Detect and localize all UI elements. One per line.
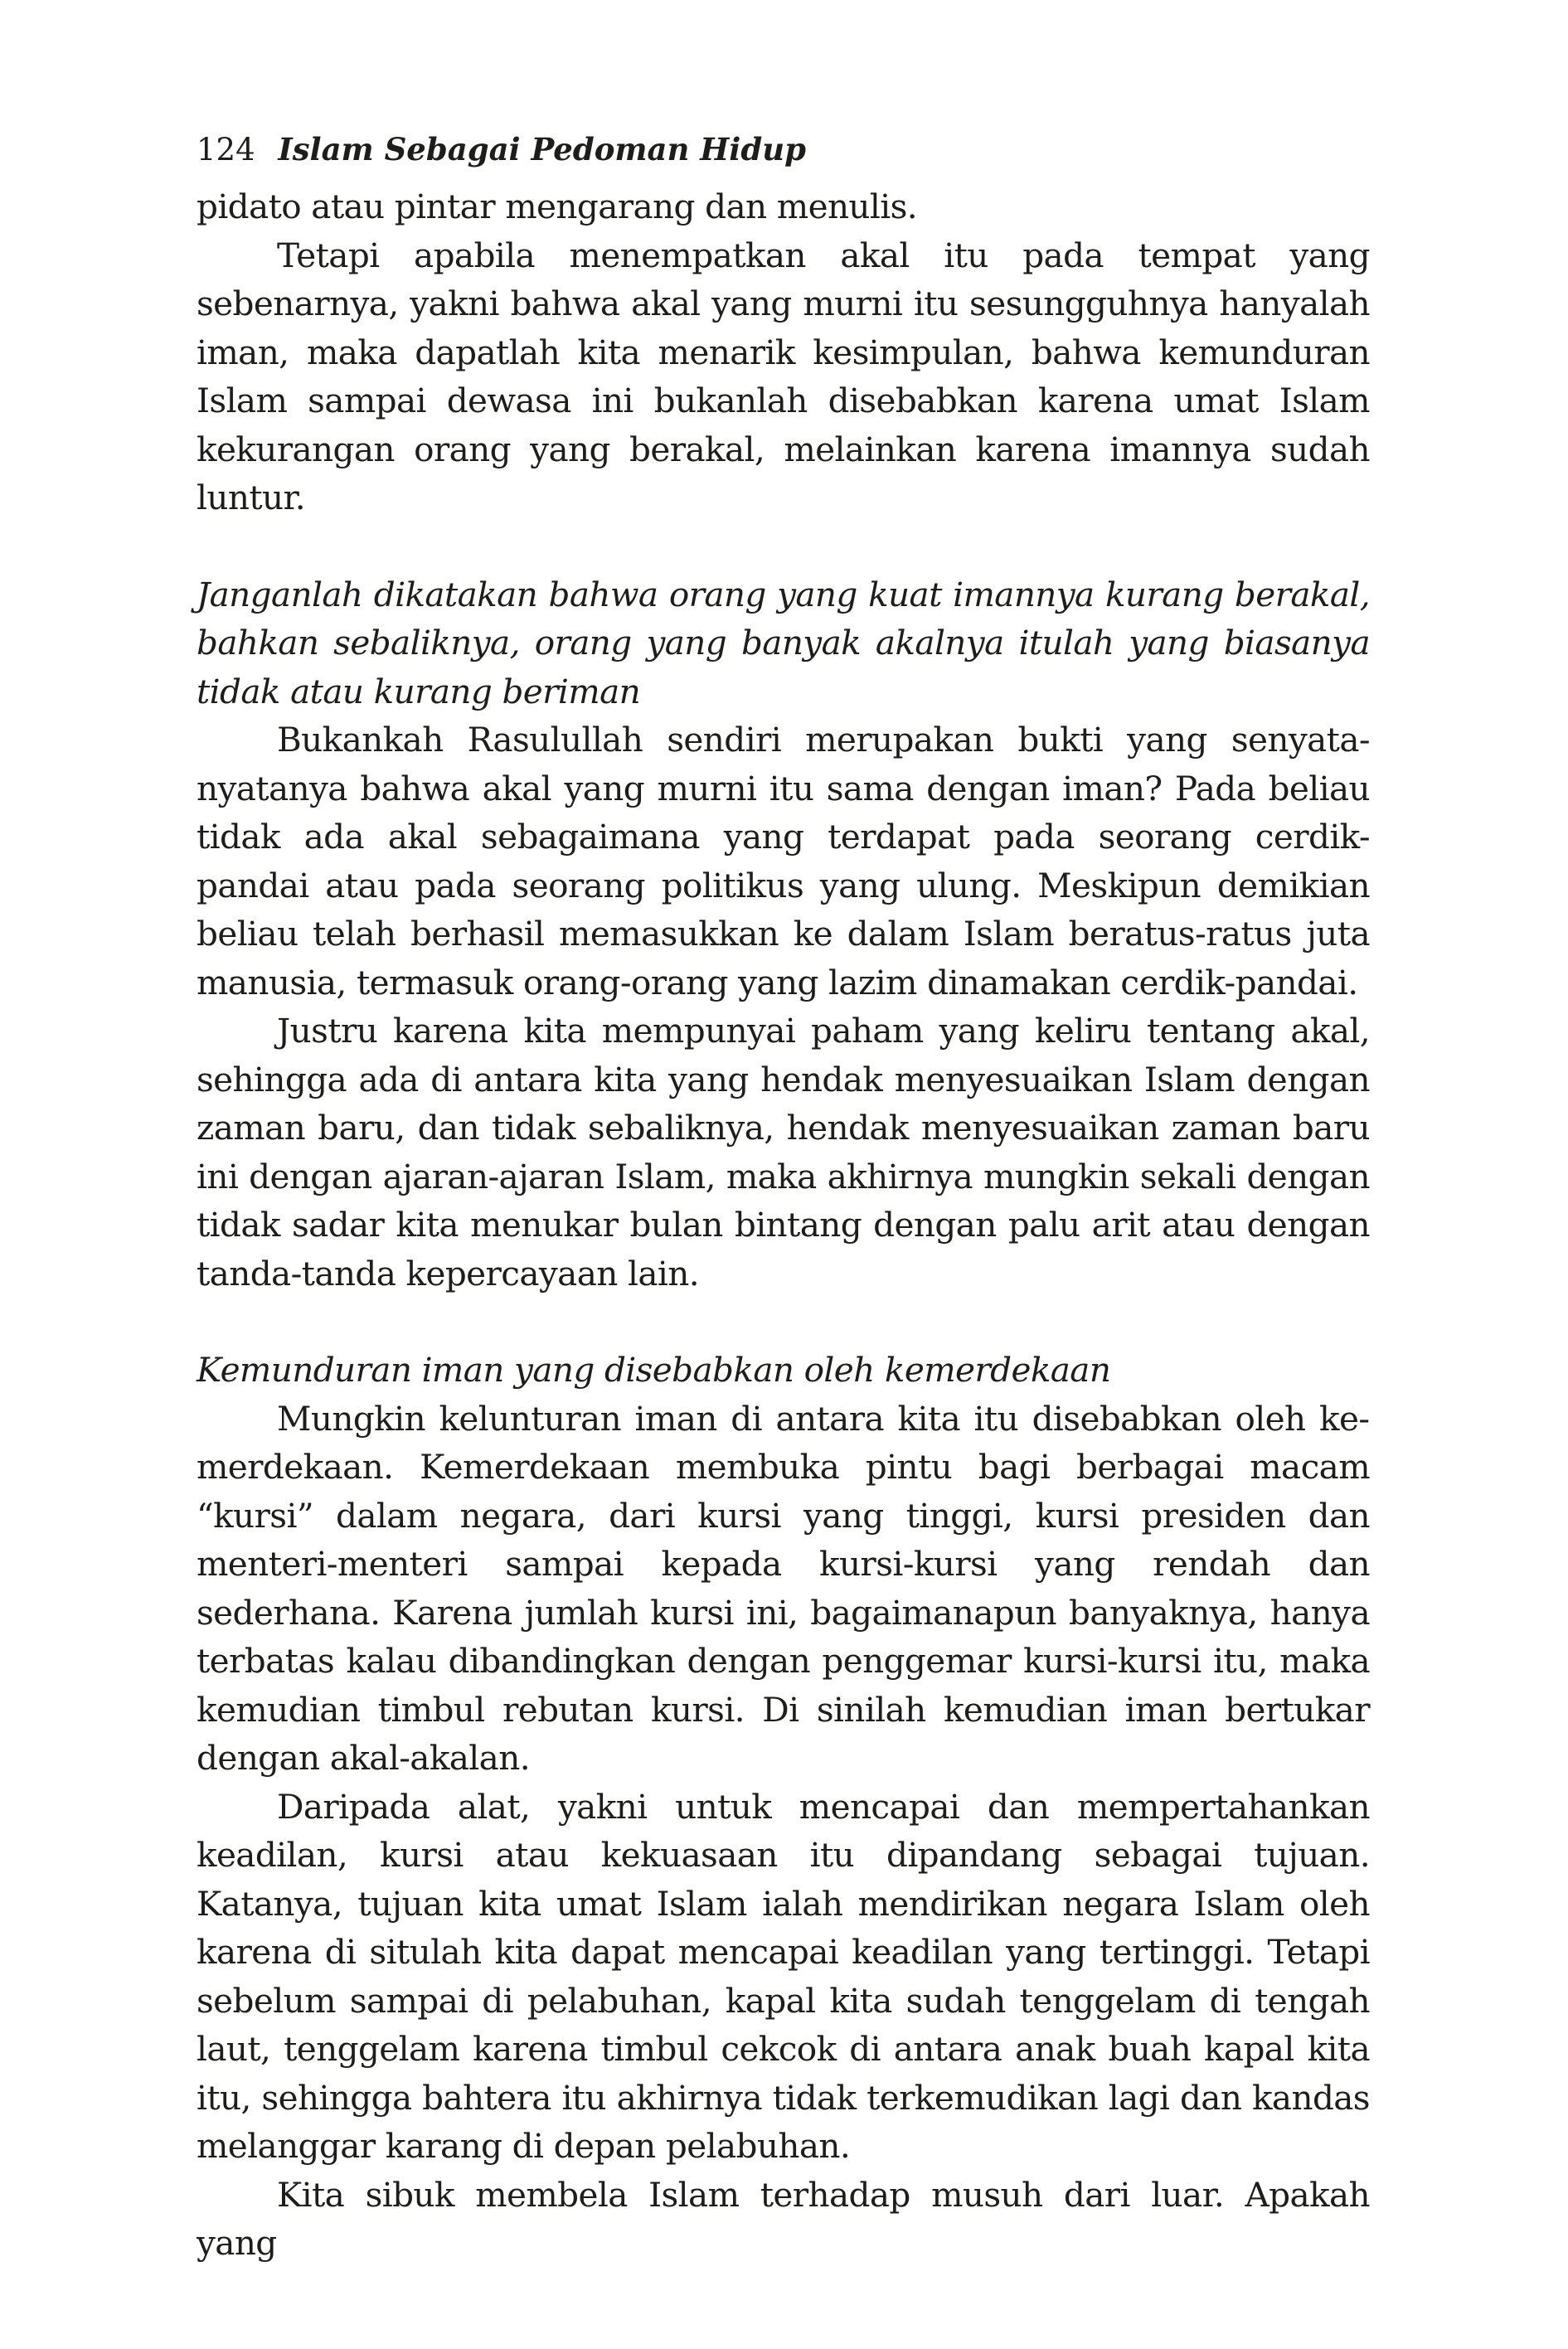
paragraph-continuation: pidato atau pintar mengarang dan menulis. xyxy=(197,187,918,226)
paragraph-kemerdekaan: Mungkin kelunturan iman di antara kita itu disebabkan oleh kemerdekaan. Kemerdekaan membuka pintu bagi berbagai macam “kursi” dalam negara, dari kursi yang tinggi, kursi presiden dan menteri-menteri sampai kepada kursi-kursi yang rendah dan sederhana. Karena jumlah kursi ini, bagaimanapun banyaknya, hanya terbatas kalau dibandingkan dengan penggemar kursi-kursi itu, maka kemudian timbul rebutan kursi. Di sinilah kemudian iman bertukar dengan akal-akalan. xyxy=(197,1398,1370,1778)
paragraph-kapal: Daripada alat, yakni untuk mencapai dan mempertahankan keadilan, kursi atau kekuasaan itu dipandang sebagai tujuan. Katanya, tujuan kita umat Islam ialah mendirikan negara Islam oleh karena di situlah kita dapat mencapai keadilan yang tertinggi. Tetapi sebelum sampai di pelabuhan, kapal kita sudah tenggelam di tengah laut, tenggelam karena timbul cekcok di antara anak buah kapal kita itu, sehingga bahtera itu akhirnya tidak terkemudikan lagi dan kandas melanggar karang di depan pelabuhan. xyxy=(197,1786,1370,2166)
paragraph-paham-keliru: Justru karena kita mempunyai paham yang keliru tentang akal, sehingga ada di antara kita yang hendak menyesuaikan Islam dengan zaman baru, dan tidak sebaliknya, hendak menyesuaikan zaman baru ini dengan ajaran-ajaran Islam, maka akhirnya mungkin sekali dengan tidak sadar kita menukar bulan bintang dengan palu arit atau dengan tanda-tanda kepercayaan lain. xyxy=(197,1011,1370,1293)
section-heading-kemerdekaan: Kemunduran iman yang disebabkan oleh kemerdekaan xyxy=(197,1350,1111,1390)
paragraph-last: Kita sibuk membela Islam terhadap musuh dari luar. Apakah yang xyxy=(197,2174,1370,2263)
paragraph-akal-murni: Tetapi apabila menempatkan akal itu pada tempat yang sebenarnya, yakni bahwa akal yang murni itu sesungguhnya hanyalah iman, maka dapatlah kita menarik kesimpulan, bahwa kemunduran Islam sampai dewasa ini bukanlah disebabkan karena umat Islam kekurangan orang yang berakal, melainkan karena imannya sudah luntur. xyxy=(197,235,1370,517)
body-text xyxy=(197,182,1370,2268)
book-page xyxy=(197,124,1370,2268)
page-number: 124 xyxy=(197,132,255,167)
paragraph-rasulullah: Bukankah Rasulullah sendiri merupakan bukti yang senyata-nyatanya bahwa akal yang murni itu sama dengan iman? Pada beliau tidak ada akal sebagaimana yang terdapat pada seorang cerdik-pandai atau pada seorang politikus yang ulung. Meskipun demikian beliau telah berhasil memasukkan ke dalam Islam beratus-ratus juta manusia, termasuk orang-orang yang lazim dinamakan cerdik-pandai. xyxy=(197,720,1370,1002)
section-heading-akal-iman: Janganlah dikatakan bahwa orang yang kuat imannya kurang berakal, bahkan sebaliknya, orang yang banyak akalnya itulah yang biasanya tidak atau kurang beriman xyxy=(197,574,1370,711)
running-head xyxy=(197,124,1370,182)
running-head-title: Islam Sebagai Pedoman Hidup xyxy=(278,131,806,167)
